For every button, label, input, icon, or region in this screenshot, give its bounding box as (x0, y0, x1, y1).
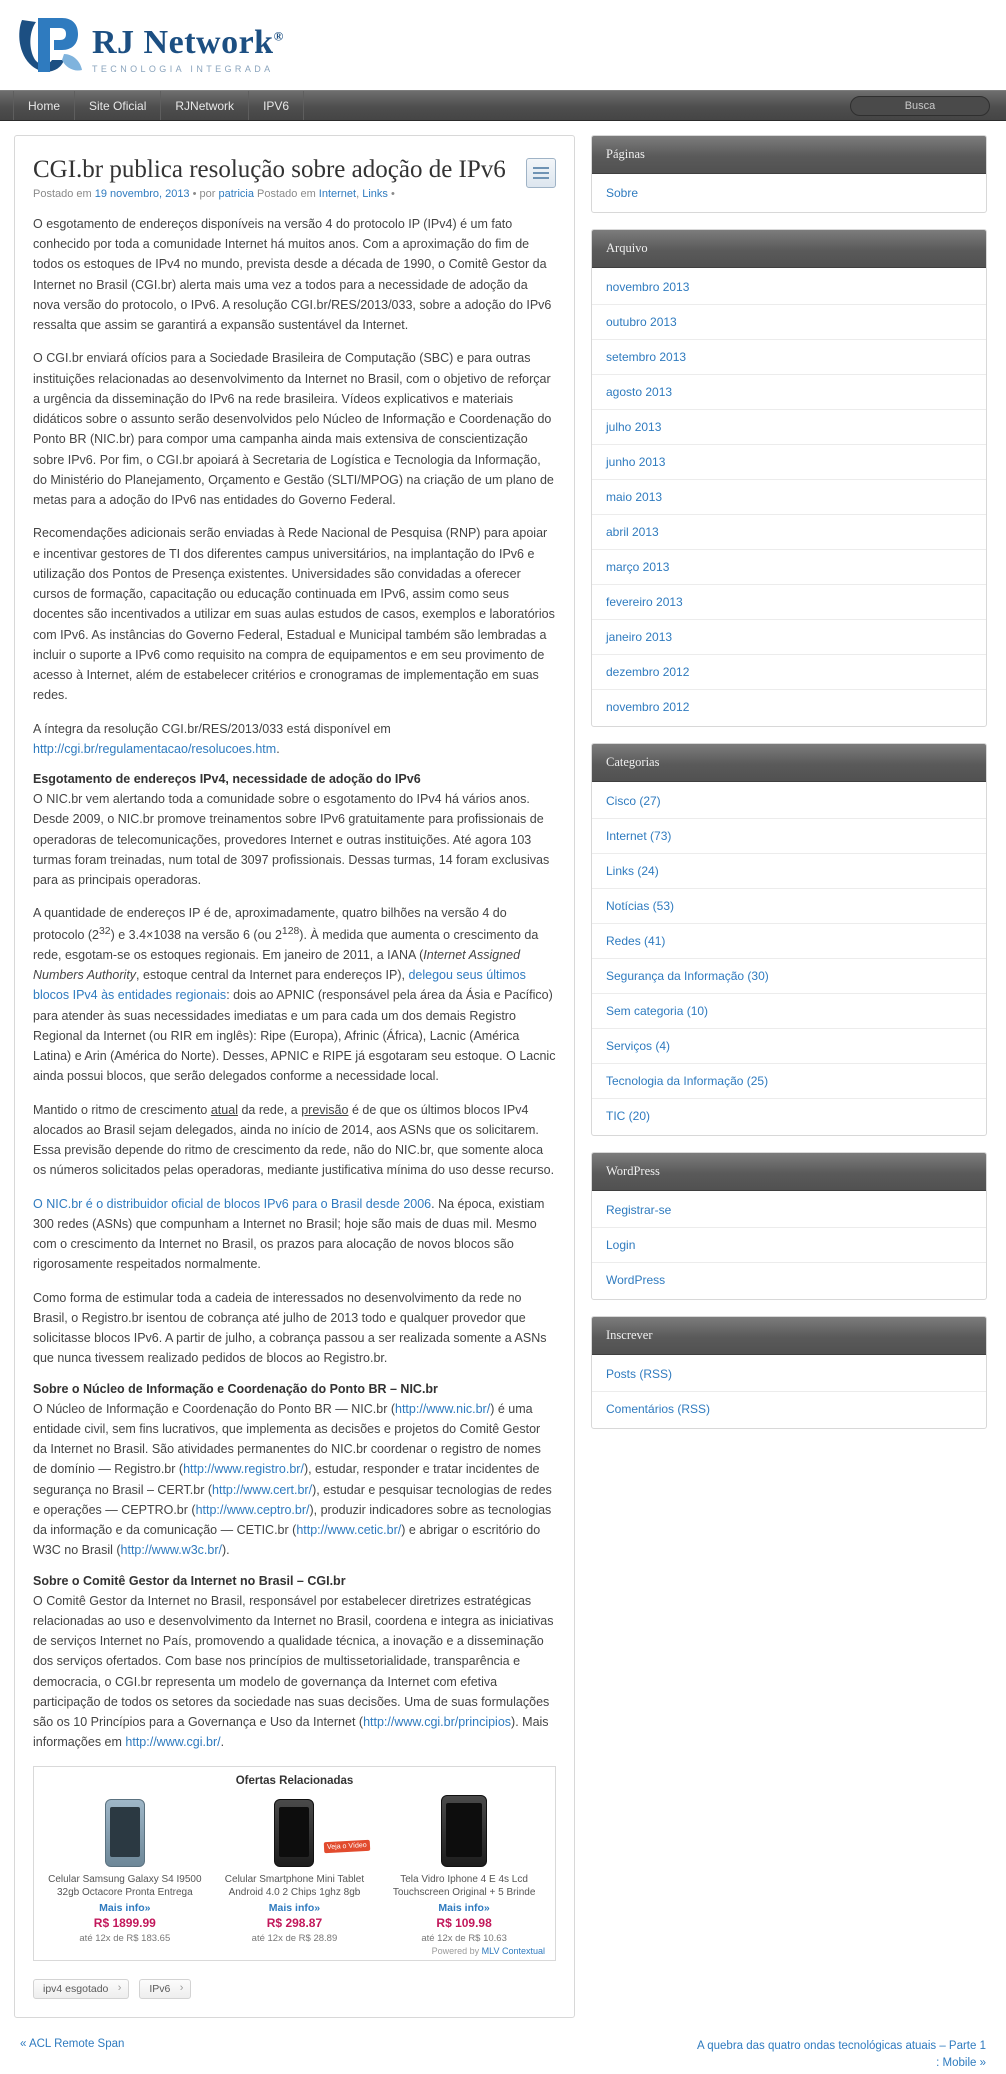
post-paragraph-7 (33, 1100, 556, 1181)
archive-item-abr-2013[interactable]: abril 2013 (592, 515, 986, 550)
post-navigation (0, 2018, 1006, 2074)
category-item-links[interactable]: Links (24) (592, 854, 986, 889)
post-category-internet[interactable]: Internet (318, 187, 357, 200)
widget-title-arquivo: Arquivo (592, 230, 986, 268)
feed-item-comentarios-rss[interactable]: Comentários (RSS) (606, 1402, 711, 1416)
site-logo[interactable] (14, 10, 1006, 82)
nic-br-distributor-link[interactable]: O NIC.br é o distribuidor oficial de blocos IPv6 para o Brasil desde 2006 (33, 1196, 432, 1211)
archive-item-dez-2012[interactable]: dezembro 2012 (592, 655, 986, 690)
resolution-text-post: . (276, 741, 280, 756)
p6-exponent-128: 128 (281, 925, 300, 937)
logo-registered-mark: ® (273, 28, 284, 44)
widget-wordpress (591, 1152, 987, 1300)
offer-name-3: Tela Vidro Iphone 4 E 4s Lcd Touchscreen Original + 5 Brinde (392, 1873, 536, 1899)
widget-title-inscrever: Inscrever (592, 1317, 986, 1355)
post-meta-by: • por (192, 187, 216, 200)
previous-post-link[interactable]: « ACL Remote Span (20, 2037, 125, 2050)
post-paragraph-2: O CGI.br enviará ofícios para a Sociedade Brasileira de Computação (SBC) e para outras instituições relacionadas ao desenvolvimento da Internet no Brasil, com o objetivo de reforçar a urgência da disseminação do IPv6 na rede brasileira. Vídeos explicativos e materiais didáticos sobre o assunto serão desenvolvidos pelo Núcleo de Informação e Coordenação do Ponto BR (NIC.br) para compor uma campanha ainda mais extensiva de conscientização sobre IPv6. Por fim, o CGI.br apoiará à Secretaria de Logística e Tecnologia da Informação, do Ministério do Planejamento, Orçamento e Gestão (SLTI/MPOG) na criação de um plano de metas para a adoção do IPv6 nas entidades do Governo Federal. (33, 351, 554, 507)
widget-body-inscrever (592, 1355, 986, 1428)
post-paragraph-8 (33, 1194, 556, 1275)
category-item-internet[interactable]: Internet (73) (592, 819, 986, 854)
archive-item-jan-2013[interactable]: janeiro 2013 (592, 620, 986, 655)
feed-item-posts-rss[interactable]: Posts (RSS) (592, 1357, 986, 1392)
archive-item-out-2013[interactable]: outubro 2013 (592, 305, 986, 340)
archive-item-fev-2013[interactable]: fevereiro 2013 (592, 585, 986, 620)
link-cert-br[interactable]: http://www.cert.br/ (212, 1482, 313, 1497)
widget-body-wordpress (592, 1191, 986, 1299)
post-date-link[interactable]: 19 novembro, 2013 (94, 187, 190, 200)
offer-price-1: R$ 1899.99 (93, 1915, 156, 1930)
page-title: CGI.br publica resolução sobre adoção de IPv6 (33, 156, 506, 183)
search-input[interactable] (850, 96, 990, 116)
widget-inscrever (591, 1316, 987, 1429)
link-w3c-br[interactable]: http://www.w3c.br/ (120, 1543, 222, 1558)
iana-delegation-link[interactable]: delegou seus últimos blocos IPv4 às entidades regionais (33, 968, 526, 1003)
p6-part-d: , estoque central da Internet para endereços IP), (136, 968, 409, 983)
offer-installments-2: até 12x de R$ 28.89 (251, 1932, 338, 1944)
widget-paginas (591, 135, 987, 213)
post-meta-posted-label: Postado em (33, 187, 92, 200)
wp-item-login[interactable]: Login (592, 1228, 986, 1263)
p7-part-a: Mantido o ritmo de crescimento (33, 1102, 211, 1117)
widget-body-categorias (592, 782, 986, 1135)
p6-iana-emphasis: Internet Assigned Numbers Authority (33, 947, 521, 983)
nav-item-rjnetwork[interactable]: RJNetwork (161, 91, 249, 120)
widget-title-categorias: Categorias (592, 744, 986, 782)
offer-price-2: R$ 298.87 (266, 1915, 323, 1930)
p6-exponent-32: 32 (99, 925, 111, 937)
link-registro-br[interactable]: http://www.registro.br/ (183, 1462, 304, 1477)
post-meta-suffix: • (390, 187, 395, 200)
logo-title-text: RJ Network (92, 24, 274, 61)
main-navigation (0, 90, 1006, 121)
p6-part-c: ). À medida que aumenta o crescimento da rede, esgotam-se os estoques regionais. Em janeiro de 2011, a IANA ( (33, 927, 539, 962)
p11-part-c: . (220, 1735, 225, 1750)
offer-video-badge-2: Veja o Vídeo (323, 1839, 369, 1852)
post-paragraph-5: O NIC.br vem alertando toda a comunidade sobre o esgotamento do IPv4 há vários anos. Desde 2009, o NIC.br promove treinamentos sobre IPv6 gratuitamente para profissionais de operadoras de telecomunicações, provedores Internet e outras instituições. Até agora 103 turmas foram treinadas, num total de 3097 profissionais. Dessas turmas, 14 foram exclusivas para as principais operadoras. (33, 792, 550, 887)
main-content (14, 135, 575, 2018)
archive-item-jul-2013[interactable]: julho 2013 (592, 410, 986, 445)
post-paragraph-1: O esgotamento de endereços disponíveis na versão 4 do protocolo IP (IPv4) é um fato conhecido por toda a comunidade Internet há muitos anos. Com a aproximação do fim de todos os estoques de IPv4 no mundo, prevista desde a década de 1990, o Comitê Gestor da Internet no Brasil (CGI.br) alerta mais uma vez a todos para a necessidade de adoção da nova versão do protocolo, o IPv6. A resolução CGI.br/RES/2013/033, sobre a adoção do IPv6 ressalta que assim se garantirá a expansão sustentável da Internet. (33, 216, 552, 332)
post-tags (33, 1979, 556, 1999)
category-item-redes[interactable]: Redes (41) (592, 924, 986, 959)
page-body (0, 121, 1006, 2018)
widget-body-arquivo (592, 268, 986, 726)
widget-title-paginas: Páginas (592, 136, 986, 174)
section-heading-nic-br: Sobre o Núcleo de Informação e Coordenação do Ponto BR – NIC.br (33, 1381, 438, 1396)
wp-item-registrar-se[interactable]: Registrar-se (592, 1193, 986, 1228)
archive-item-set-2013[interactable]: setembro 2013 (592, 340, 986, 375)
offer-image-3 (385, 1795, 543, 1867)
p7-part-b: da rede, a (237, 1102, 302, 1117)
offer-name-1: Celular Samsung Galaxy S4 I9500 32gb Octacore Pronta Entrega (48, 1873, 202, 1899)
p10-part-d: ), estudar e pesquisar tecnologias de redes e operações — CEPTRO.br ( (33, 1482, 552, 1517)
post-paragraph-11 (33, 1591, 556, 1753)
nav-item-home[interactable]: Home (13, 91, 75, 120)
post-paragraph-4 (33, 719, 556, 760)
resolution-link[interactable]: http://cgi.br/regulamentacao/resolucoes.htm (33, 741, 277, 756)
link-cgi-br[interactable]: http://www.cgi.br/ (125, 1735, 221, 1750)
nav-item-ipv6[interactable]: IPV6 (249, 91, 304, 120)
p7-underline-previsao: previsão (301, 1102, 349, 1117)
section-heading-cgi-br: Sobre o Comitê Gestor da Internet no Brasil – CGI.br (33, 1573, 346, 1588)
p10-part-b: ) é uma entidade civil, sem fins lucrativos, que implementa as decisões e projetos do Comitê Gestor da Internet no Brasil. São atividades permanentes do NIC.br coordenar o registro de nomes de domínio — Registro.br ( (33, 1401, 541, 1477)
widget-title-wordpress: WordPress (592, 1153, 986, 1191)
p7-part-c: é de que os últimos blocos IPv4 alocados ao Brasil sejam delegados, ainda no início de 2014, aos ASNs que os solicitarem. Essa previsão depende do ritmo de crescimento da rede, não do NIC.br, que somente aloca os números solicitados pelas operadoras, mediante justificativa mínima do uso desse recurso. (33, 1102, 555, 1178)
p10-part-e: ), produzir indicadores sobre as tecnologias da informação e da comunicação — CETIC.br ( (33, 1502, 552, 1538)
link-nic-br[interactable]: http://www.nic.br/ (395, 1401, 491, 1416)
sidebar-item-sobre[interactable]: Sobre (606, 186, 639, 200)
p10-part-c: ), estudar, responder e tratar incidentes de segurança no Brasil – CERT.br ( (33, 1462, 540, 1497)
category-item-tecnologia-da-informacao[interactable]: Tecnologia da Informação (25) (592, 1064, 986, 1099)
post-category-links[interactable]: Links (362, 187, 388, 200)
archive-item-mai-2013[interactable]: maio 2013 (592, 480, 986, 515)
offer-installments-1: até 12x de R$ 183.65 (79, 1932, 171, 1944)
archive-item-mar-2013[interactable]: março 2013 (592, 550, 986, 585)
offer-name-2: Celular Smartphone Mini Tablet Android 4.0 2 Chips 1ghz 8gb (224, 1873, 365, 1899)
offer-item-2[interactable] (210, 1795, 380, 1944)
post-paragraph-10 (33, 1399, 556, 1561)
post-header (33, 156, 556, 200)
link-cetic-br[interactable]: http://www.cetic.br/ (296, 1523, 402, 1538)
link-ceptro-br[interactable]: http://www.ceptro.br/ (195, 1502, 310, 1517)
post-author-link[interactable]: patricia (218, 187, 254, 200)
category-item-noticias[interactable]: Notícias (53) (592, 889, 986, 924)
p11-part-b: ). Mais informações em (33, 1715, 549, 1750)
tag-ipv6[interactable]: IPv6 › (139, 1979, 191, 1999)
related-offers-box (33, 1766, 556, 1961)
offer-image-2 (216, 1795, 374, 1867)
offer-installments-3: até 12x de R$ 10.63 (421, 1932, 507, 1944)
post-body (33, 214, 556, 1753)
p7-underline-atual: atual (210, 1102, 238, 1117)
post-paragraph-9: Como forma de estimular toda a cadeia de interessados no desenvolvimento da rede no Brasil, o Registro.br isentou de cobrança até julho de 2013 todo e qualquer provedor que solicitasse blocos IPv6. A partir de julho, a cobrança passou a ser realizada somente a ASNs que nunca tivessem realizado pedidos de blocos ao Registro.br. (33, 1290, 547, 1366)
post-format-icon (526, 158, 556, 188)
resolution-text-pre: A íntegra da resolução CGI.br/RES/2013/033 está disponível em (33, 721, 391, 736)
powered-by-link[interactable]: MLV Contextual (481, 1945, 545, 1956)
offer-image-1 (46, 1795, 204, 1867)
post-meta-category-label: Postado em (257, 187, 316, 200)
widget-arquivo (591, 229, 987, 727)
sidebar (591, 135, 987, 1445)
category-item-cisco[interactable]: Cisco (27) (592, 784, 986, 819)
archive-item-jun-2013[interactable]: junho 2013 (592, 445, 986, 480)
post-meta (33, 188, 556, 200)
category-item-tic[interactable]: TIC (20) (606, 1109, 651, 1123)
p6-part-a: A quantidade de endereços IP é de, aproximadamente, quatro bilhões na versão 4 do protocolo (2 (33, 906, 507, 942)
link-cgi-principios[interactable]: http://www.cgi.br/principios (363, 1715, 512, 1730)
wp-item-wordpress[interactable]: WordPress (606, 1273, 666, 1287)
category-item-seguranca-da-informacao[interactable]: Segurança da Informação (30) (592, 959, 986, 994)
offer-more-link-3[interactable]: Mais info» (438, 1901, 490, 1914)
site-header (0, 0, 1006, 90)
post-paragraph-6 (33, 903, 556, 1086)
p6-part-e: : dois ao APNIC (responsável pela área da Ásia e Pacífico) para atender às suas necessidades imediatas e um para cada um dos demais Registro Regional da Internet (ou RIR em inglês): Ripe (Europa), Afrinic (África), Lacnic (América Latina) e Arin (América do Norte). Desses, APNIC e RIPE já esgotaram seu estoque. O Lacnic ainda possui blocos, que serão delegados conforme a necessidade local. (33, 988, 556, 1084)
logo-subtitle: TECNOLOGIA INTEGRADA (92, 64, 274, 74)
archive-item-nov-2013[interactable]: novembro 2013 (592, 270, 986, 305)
tag-ipv4-esgotado[interactable]: ipv4 esgotado › (33, 1979, 129, 1999)
powered-by-label: Powered by (431, 1945, 480, 1956)
archive-item-ago-2013[interactable]: agosto 2013 (592, 375, 986, 410)
p10-part-f: ) e abrigar o escritório do W3C no Brasil ( (33, 1523, 541, 1558)
widget-body-paginas (592, 174, 986, 212)
p10-part-a: O Núcleo de Informação e Coordenação do Ponto BR — NIC.br ( (33, 1401, 395, 1416)
nav-item-site-oficial[interactable]: Site Oficial (75, 91, 161, 120)
section-heading-esgotamento: Esgotamento de endereços IPv4, necessidade de adoção do IPv6 (33, 772, 421, 786)
widget-categorias (591, 743, 987, 1136)
offer-price-3: R$ 109.98 (436, 1915, 492, 1930)
p6-part-b: ) e 3.4×1038 na versão 6 (ou 2 (110, 927, 282, 942)
next-post-link[interactable]: A quebra das quatro ondas tecnológicas atuais – Parte 1 : Mobile » (697, 2039, 986, 2070)
offer-more-link-1[interactable]: Mais info» (99, 1901, 151, 1914)
logo-text (92, 10, 284, 74)
logo-mark-icon (14, 10, 88, 82)
category-item-servicos[interactable]: Serviços (4) (592, 1029, 986, 1064)
related-offers-title: Ofertas Relacionadas (235, 1774, 354, 1787)
category-item-sem-categoria[interactable]: Sem categoria (10) (592, 994, 986, 1029)
post-paragraph-3: Recomendações adicionais serão enviadas à Rede Nacional de Pesquisa (RNP) para apoiar e incentivar gestores de TI dos diferentes campus universitários, na implantação do IPv6 e utilização dos Pontos de Presença existentes. Universidades são convidadas a oferecer cursos de formação, capacitação ou educação continuada em IPv6, assim como seus docentes são incentivados a utilizar em suas aulas estudos de casos, exemplos e laboratórios com IPv6. As instâncias do Governo Federal, Estadual e Municipal também são lembradas a incluir o suporte a IPv6 como requisito na compra de equipamentos e em seu provimento de acesso à Internet, além de estabelecer critérios e cronogramas de implementação em suas redes. (33, 526, 555, 703)
p8-rest: . Na época, existiam 300 redes (ASNs) que compunham a Internet no Brasil; hoje são mais de duas mil. Mesmo com o crescimento da Internet no Brasil, os prazos para alocação de novos blocos são rigorosamente respeitados normalmente. (33, 1196, 545, 1272)
offer-item-1[interactable] (40, 1795, 210, 1944)
archive-item-nov-2012[interactable]: novembro 2012 (606, 700, 690, 714)
offer-item-3[interactable] (379, 1795, 549, 1944)
offers-powered-by (40, 1944, 549, 1956)
category-separator: , (356, 187, 360, 200)
offer-more-link-2[interactable]: Mais info» (268, 1901, 321, 1914)
logo-title (92, 24, 284, 62)
p11-part-a: O Comitê Gestor da Internet no Brasil, responsável por estabelecer diretrizes estratégicas relacionadas ao uso e desenvolvimento da Internet no Brasil, coordena e integra as iniciativas de serviços Internet no País, promovendo a qualidade técnica, a inovação e a disseminação dos serviços ofertados. Com base nos princípios de multissetorialidade, transparência e democracia, o CGI.br representa um modelo de governança da Internet com efetiva participação de todos os setores da sociedade nas suas decisões. Uma de suas formulações são os 10 Princípios para a Governança e Uso da Internet ( (33, 1593, 554, 1730)
p10-part-g: ). (221, 1543, 230, 1558)
related-offers-row (40, 1795, 549, 1944)
